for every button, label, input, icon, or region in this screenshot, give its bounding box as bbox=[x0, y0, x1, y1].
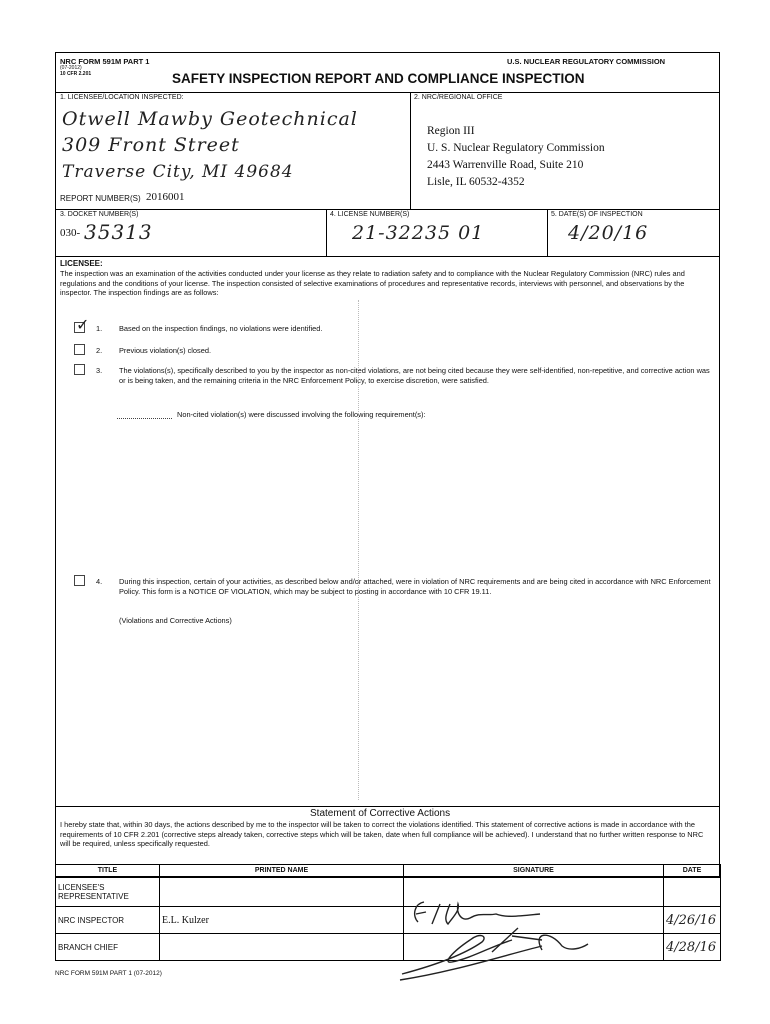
docket-number: 35313 bbox=[84, 220, 153, 244]
violations-caption: (Violations and Corrective Actions) bbox=[119, 616, 232, 625]
item4-text: During this inspection, certain of your activities, as described below and/or attached, were in violation of NRC requirements and are being cited in accordance with NRC Enforcement Policy. This form is a NOTICE OF VIOLATION, which may be subject to posting in accordance with 10 CFR 19.11. bbox=[119, 577, 711, 596]
item1-number: 1. bbox=[96, 324, 103, 333]
licensee-name: Otwell Mawby Geotechnical bbox=[62, 108, 358, 130]
licensee-label: 1. LICENSEE/LOCATION INSPECTED: bbox=[60, 94, 184, 101]
item3-number: 3. bbox=[96, 366, 103, 375]
fold-line bbox=[358, 300, 359, 800]
findings-heading: LICENSEE: bbox=[60, 259, 103, 268]
item2-text: Previous violation(s) closed. bbox=[119, 346, 212, 355]
rule-3 bbox=[55, 256, 720, 257]
item3-text: The violations(s), specifically described to you by the inspector as non-cited violations, are not being cited because they were self-identified, non-repetitive, and corrective action was or is being taken, and the remaining criteria in the NRC Enforcement Policy, to exercise discretion, were satisfied. bbox=[119, 366, 710, 385]
item4-number: 4. bbox=[96, 577, 103, 586]
report-number: 2016001 bbox=[146, 191, 185, 203]
header-date: DATE bbox=[664, 865, 721, 877]
licensee-street: 309 Front Street bbox=[62, 134, 240, 156]
findings-intro: The inspection was an examination of the activities conducted under your license as they relate to radiation safety and to compliance with the Nuclear Regulatory Commission (NRC) rules and regulations and the conditions of your license. The inspection consisted of selective examinations of procedures and representative records, interviews with personnel, and observations by the inspector. The inspection findings are as follows: bbox=[60, 269, 685, 298]
header-printed-name: PRINTED NAME bbox=[160, 865, 404, 877]
item4-checkbox[interactable] bbox=[74, 575, 85, 586]
row-inspector-name: E.L. Kulzer bbox=[160, 907, 404, 934]
regional-office-label: 2. NRC/REGIONAL OFFICE bbox=[414, 94, 503, 101]
row-inspector-title: NRC INSPECTOR bbox=[56, 907, 160, 934]
regional-office-line1: Region III bbox=[427, 125, 475, 137]
statement-title: Statement of Corrective Actions bbox=[310, 808, 451, 819]
form-revision: (07-2012) bbox=[60, 65, 82, 71]
form-id: NRC FORM 591M PART 1 bbox=[60, 57, 150, 66]
docket-prefix: 030- bbox=[60, 227, 81, 239]
item2-checkbox[interactable] bbox=[74, 344, 85, 355]
regional-office-line4: Lisle, IL 60532-4352 bbox=[427, 176, 525, 188]
noncited-text: Non-cited violation(s) were discussed involving the following requirement(s): bbox=[177, 410, 426, 419]
licensee-city: Traverse City, MI 49684 bbox=[62, 162, 294, 182]
row-branch-chief-title: BRANCH CHIEF bbox=[56, 934, 160, 961]
noncited-blank bbox=[117, 418, 172, 419]
rule-4 bbox=[55, 806, 720, 807]
regional-office-line2: U. S. Nuclear Regulatory Commission bbox=[427, 142, 605, 154]
header-signature: SIGNATURE bbox=[404, 865, 664, 877]
divider-1-2 bbox=[410, 92, 411, 209]
divider-3-4 bbox=[326, 209, 327, 256]
row-licensee-date[interactable] bbox=[664, 877, 721, 907]
divider-4-5 bbox=[547, 209, 548, 256]
license-number: 21-32235 01 bbox=[352, 222, 485, 244]
row-branch-chief-name bbox=[160, 934, 404, 961]
item2-number: 2. bbox=[96, 346, 103, 355]
header-rule bbox=[55, 92, 720, 93]
row-licensee-title: LICENSEE'S REPRESENTATIVE bbox=[56, 877, 160, 907]
dates-label: 5. DATE(S) OF INSPECTION bbox=[551, 211, 643, 218]
item1-checkmark: ✓ bbox=[76, 315, 91, 334]
docket-label: 3. DOCKET NUMBER(S) bbox=[60, 211, 139, 218]
license-label: 4. LICENSE NUMBER(S) bbox=[330, 211, 410, 218]
inspection-date: 4/20/16 bbox=[568, 222, 649, 244]
row-branch-chief-date: 4/28/16 bbox=[664, 934, 721, 961]
signature-table bbox=[55, 864, 721, 961]
rule-2 bbox=[55, 209, 720, 210]
form-footer: NRC FORM 591M PART 1 (07-2012) bbox=[55, 970, 162, 977]
report-number-label: REPORT NUMBER(S) bbox=[60, 194, 141, 203]
row-licensee-name[interactable] bbox=[160, 877, 404, 907]
agency-name: U.S. NUCLEAR REGULATORY COMMISSION bbox=[507, 57, 666, 66]
form-cfr: 10 CFR 2.201 bbox=[60, 71, 92, 77]
header-title: TITLE bbox=[56, 865, 160, 877]
branch-chief-signature-mark bbox=[392, 922, 592, 982]
statement-text: I hereby state that, within 30 days, the actions described by me to the inspector will be taken to correct the violations identified. This statement of corrective actions is made in accordance with the requirements of 10 CFR 2.201 (corrective steps already taken, corrective steps which will be taken, date when full compliance will be achieved). I understand that no further written response to NRC will be required, unless specifically requested. bbox=[60, 820, 704, 849]
item1-text: Based on the inspection findings, no violations were identified. bbox=[119, 324, 323, 333]
row-inspector-date: 4/26/16 bbox=[664, 907, 721, 934]
item3-checkbox[interactable] bbox=[74, 364, 85, 375]
form-title: SAFETY INSPECTION REPORT AND COMPLIANCE INSPECTION bbox=[172, 71, 585, 86]
regional-office-line3: 2443 Warrenville Road, Suite 210 bbox=[427, 159, 584, 171]
